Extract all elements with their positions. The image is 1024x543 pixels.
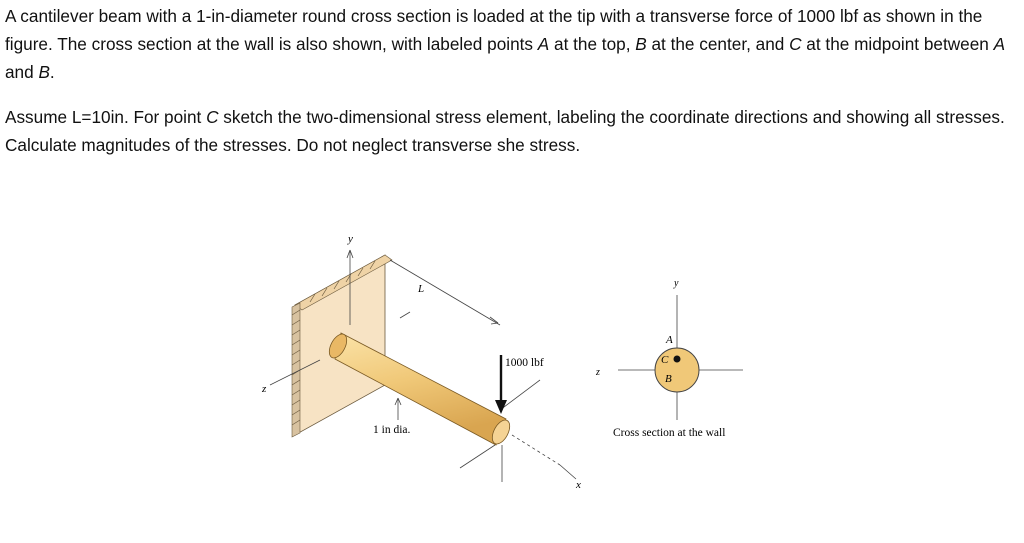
point-c-marker <box>674 356 681 363</box>
section-axis-z-label: z <box>596 367 600 378</box>
text-run: at the top, <box>549 34 636 54</box>
text-run: at the midpoint between <box>801 34 994 54</box>
axis-z-label: z <box>262 383 267 395</box>
diameter-leader <box>395 398 401 420</box>
axis-x-label: x <box>576 479 581 491</box>
length-label: L <box>418 283 425 295</box>
section-caption: Cross section at the wall <box>613 427 726 439</box>
force-label: 1000 lbf <box>505 357 544 369</box>
text-run: Assume L=10in. For point <box>5 107 207 127</box>
text-run: A cantilever beam with a 1-in-diameter round cross section is loaded at the tip with a transverse force of 1000 lbf as shown in the figure. The cross section at the wall is also shown, with labeled points <box>5 6 983 54</box>
length-dimension <box>390 260 500 325</box>
italic-run: B <box>38 62 50 82</box>
italic-run: B <box>635 34 647 54</box>
text-run: and <box>5 62 39 82</box>
italic-run: C <box>789 34 802 54</box>
axis-y-label: y <box>348 233 353 245</box>
text-run: . <box>49 62 55 82</box>
point-c-label: C <box>661 354 669 366</box>
problem-paragraph-2 <box>5 103 1017 159</box>
italic-run: C <box>206 107 219 127</box>
italic-run: A <box>993 34 1006 54</box>
point-a-label: A <box>666 334 673 346</box>
cross-section <box>618 295 743 420</box>
section-axis-y-label: y <box>674 278 679 289</box>
problem-paragraph-1 <box>5 2 1017 86</box>
point-b-label: B <box>665 373 672 385</box>
text-run: sketch the two-dimensional stress element, labeling the coordinate directions and showing all stresses. Calculate magnitudes of the stresses. Do not neglect transverse she stress. <box>5 107 1005 155</box>
cantilever-figure <box>240 220 760 505</box>
italic-run: A <box>537 34 550 54</box>
text-run: at the center, and <box>646 34 790 54</box>
diameter-label: 1 in dia. <box>373 424 411 436</box>
